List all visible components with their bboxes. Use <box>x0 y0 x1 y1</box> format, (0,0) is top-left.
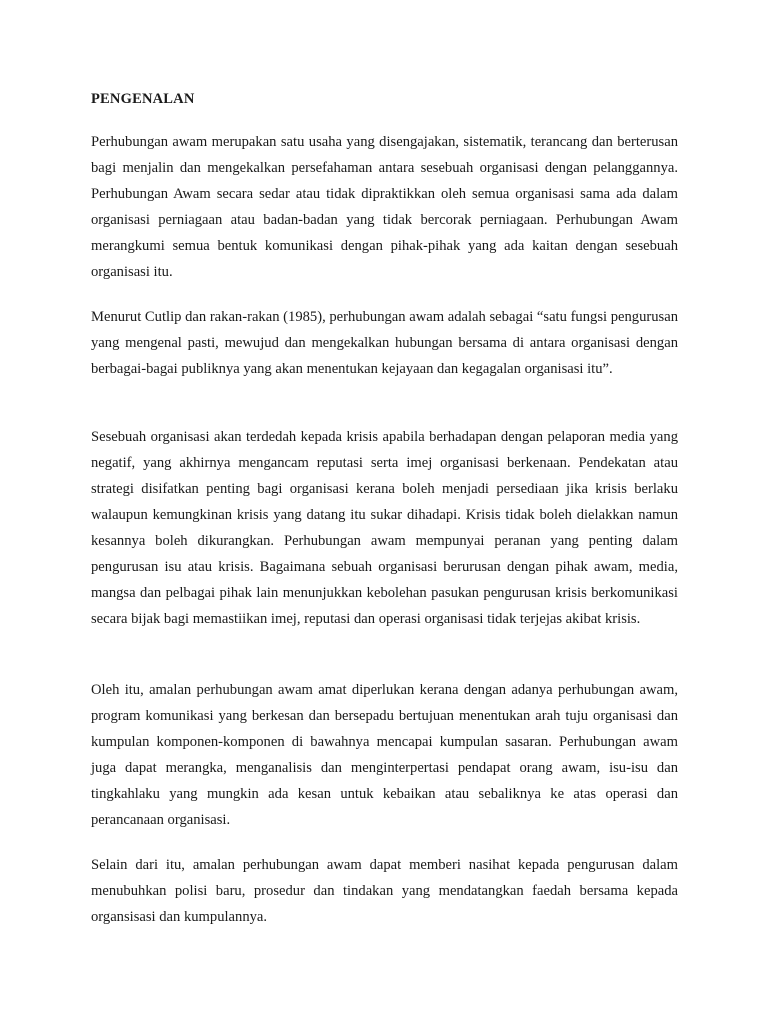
paragraph-importance: Oleh itu, amalan perhubungan awam amat diperlukan kerana dengan adanya perhubungan awam, program komunikasi yang berkesan dan bersepadu bertujuan menentukan arah tuju organisasi dan kumpulan komponen-komponen di bawahnya mencapai kumpulan sasaran. Perhubungan awam juga dapat merangka, menganalisis dan menginterpertasi pendapat orang awam, isu-isu dan tingkahlaku yang mungkin ada kesan untuk kebaikan atau sebaliknya ke atas operasi dan perancanaan organisasi. <box>91 682 678 828</box>
paragraph-cutlip-definition: Menurut Cutlip dan rakan-rakan (1985), perhubungan awam adalah sebagai “satu fungsi pengurusan yang mengenal pasti, mewujud dan mengekalkan hubungan bersama di antara organisasi dengan berbagai-bagai publiknya yang akan menentukan kejayaan dan kegagalan organisasi itu”. <box>91 309 678 377</box>
section-heading: PENGENALAN <box>91 91 195 107</box>
paragraph-introduction: Perhubungan awam merupakan satu usaha yang disengajakan, sistematik, terancang dan berterusan bagi menjalin dan mengekalkan persefahaman antara sesebuah organisasi dengan pelanggannya. Perhubungan Awam secara sedar atau tidak dipraktikkan oleh semua organisasi sama ada dalam organisasi perniagaan atau badan-badan yang tidak bercorak perniagaan. Perhubungan Awam merangkumi semua bentuk komunikasi dengan pihak-pihak yang ada kaitan dengan sesebuah organisasi itu. <box>91 134 678 280</box>
paragraph-advice: Selain dari itu, amalan perhubungan awam dapat memberi nasihat kepada pengurusan dalam menubuhkan polisi baru, prosedur dan tindakan yang mendatangkan faedah bersama kepada organsisasi dan kumpulannya. <box>91 857 678 925</box>
paragraph-crisis: Sesebuah organisasi akan terdedah kepada krisis apabila berhadapan dengan pelaporan media yang negatif, yang akhirnya mengancam reputasi serta imej organisasi berkenaan. Pendekatan atau strategi disifatkan penting bagi organisasi kerana boleh menjadi persediaan jika krisis berlaku walaupun kemungkinan krisis yang datang itu sukar dihadapi. Krisis tidak boleh dielakkan namun kesannya boleh dikurangkan. Perhubungan awam mempunyai peranan yang penting dalam pengurusan isu atau krisis. Bagaimana sebuah organisasi berurusan dengan pihak awam, media, mangsa dan pelbagai pihak lain menunjukkan kebolehan pasukan pengurusan krisis berkomunikasi secara bijak bagi memastiikan imej, reputasi dan operasi organisasi tidak terjejas akibat krisis. <box>91 429 678 627</box>
